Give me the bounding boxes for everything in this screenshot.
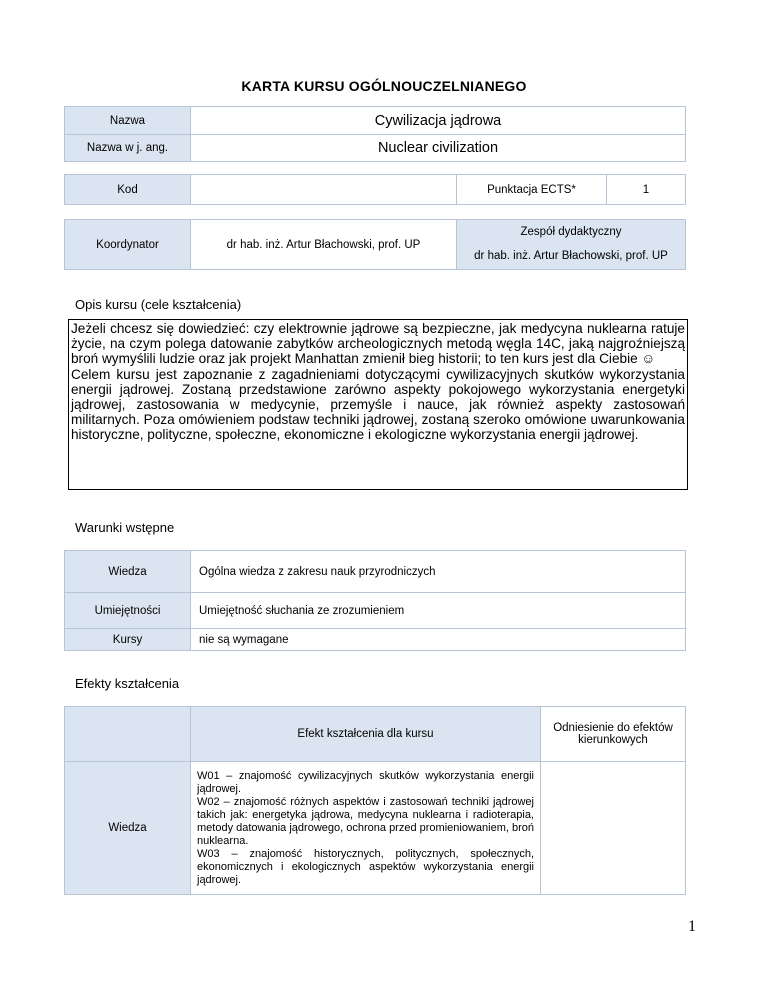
name-label: Nazwa (65, 107, 191, 135)
outcomes-row-label: Wiedza (65, 762, 191, 895)
prereq-label: Kursy (65, 629, 191, 651)
team-cell (457, 220, 686, 270)
course-name-table (64, 106, 686, 162)
code-table (64, 174, 686, 205)
prerequisites-heading: Warunki wstępne (75, 520, 175, 535)
reference-value (541, 762, 686, 895)
outcome-w01: W01 – znajomość cywilizacyjnych skutków wykorzystania energii jądrowej. (197, 769, 534, 795)
outcome-w03: W03 – znajomość historycznych, politycznych, społecznych, ekonomicznych i ekologicznych aspektów wykorzystania energii jądrowej. (197, 847, 534, 886)
prereq-value: nie są wymagane (191, 629, 686, 651)
col-reference-header: Odniesienie do efektów kierunkowych (541, 707, 686, 762)
ects-value: 1 (607, 175, 686, 205)
coordinator-value: dr hab. inż. Artur Błachowski, prof. UP (191, 220, 457, 270)
team-label: Zespół dydaktyczny (520, 226, 622, 238)
prereq-label: Wiedza (65, 551, 191, 593)
description-paragraph-1: Jeżeli chcesz się dowiedzieć: czy elektrownie jądrowe są bezpieczne, jak medycyna nuklearna ratuje życie, na czym polega datowanie zabytków archeologicznych metodą węgla 14C, jaką najgroźniejszą broń wymyślili ludzie oraz jak projekt Manhattan zmienił bieg historii; to ten kurs jest dla Ciebie ☺ (71, 321, 685, 367)
page-title: KARTA KURSU OGÓLNOUCZELNIANEGO (241, 78, 527, 94)
outcomes-table (64, 706, 686, 895)
description-paragraph-2: Celem kursu jest zapoznanie z zagadnieniami dotyczącymi cywilizacyjnych skutków wykorzystania energii jądrowej. Zostaną przedstawione zarówno aspekty pokojowego wykorzystania energetyki jądrowej, zastosowania w medycynie, przemyśle i nauce, jak również aspekty zastosowań militarnych. Poza omówieniem podstaw techniki jądrowej, zostaną szeroko omówione uwarunkowania historyczne, polityczne, społeczne, ekonomiczne i ekologiczne wykorzystania energii jądrowej. (71, 366, 685, 443)
prereq-label: Umiejętności (65, 593, 191, 629)
coordinator-table (64, 219, 686, 270)
prereq-value: Ogólna wiedza z zakresu nauk przyrodniczych (191, 551, 686, 593)
coordinator-label: Koordynator (65, 220, 191, 270)
outcome-w02: W02 – znajomość różnych aspektów i zastosowań techniki jądrowej takich jak: energetyka jądrowa, medycyna nuklearna i radioterapia, metody datowania jądrowego, ochrona przed promieniowaniem, broń nuklearna. (197, 795, 534, 847)
outcomes-corner (65, 707, 191, 762)
team-value: dr hab. inż. Artur Błachowski, prof. UP (457, 245, 685, 269)
prerequisites-table (64, 550, 686, 651)
col-effect-header: Efekt kształcenia dla kursu (191, 707, 541, 762)
outcomes-heading: Efekty kształcenia (75, 676, 180, 691)
page-number: 1 (688, 918, 696, 935)
description-box (68, 319, 688, 490)
name-value: Cywilizacja jądrowa (191, 107, 686, 135)
name-en-value: Nuclear civilization (191, 135, 686, 162)
code-value (191, 175, 457, 205)
ects-label: Punktacja ECTS* (457, 175, 607, 205)
outcome-knowledge-cell (191, 762, 541, 895)
description-heading: Opis kursu (cele kształcenia) (75, 297, 242, 312)
code-label: Kod (65, 175, 191, 205)
name-en-label: Nazwa w j. ang. (65, 135, 191, 162)
prereq-value: Umiejętność słuchania ze zrozumieniem (191, 593, 686, 629)
